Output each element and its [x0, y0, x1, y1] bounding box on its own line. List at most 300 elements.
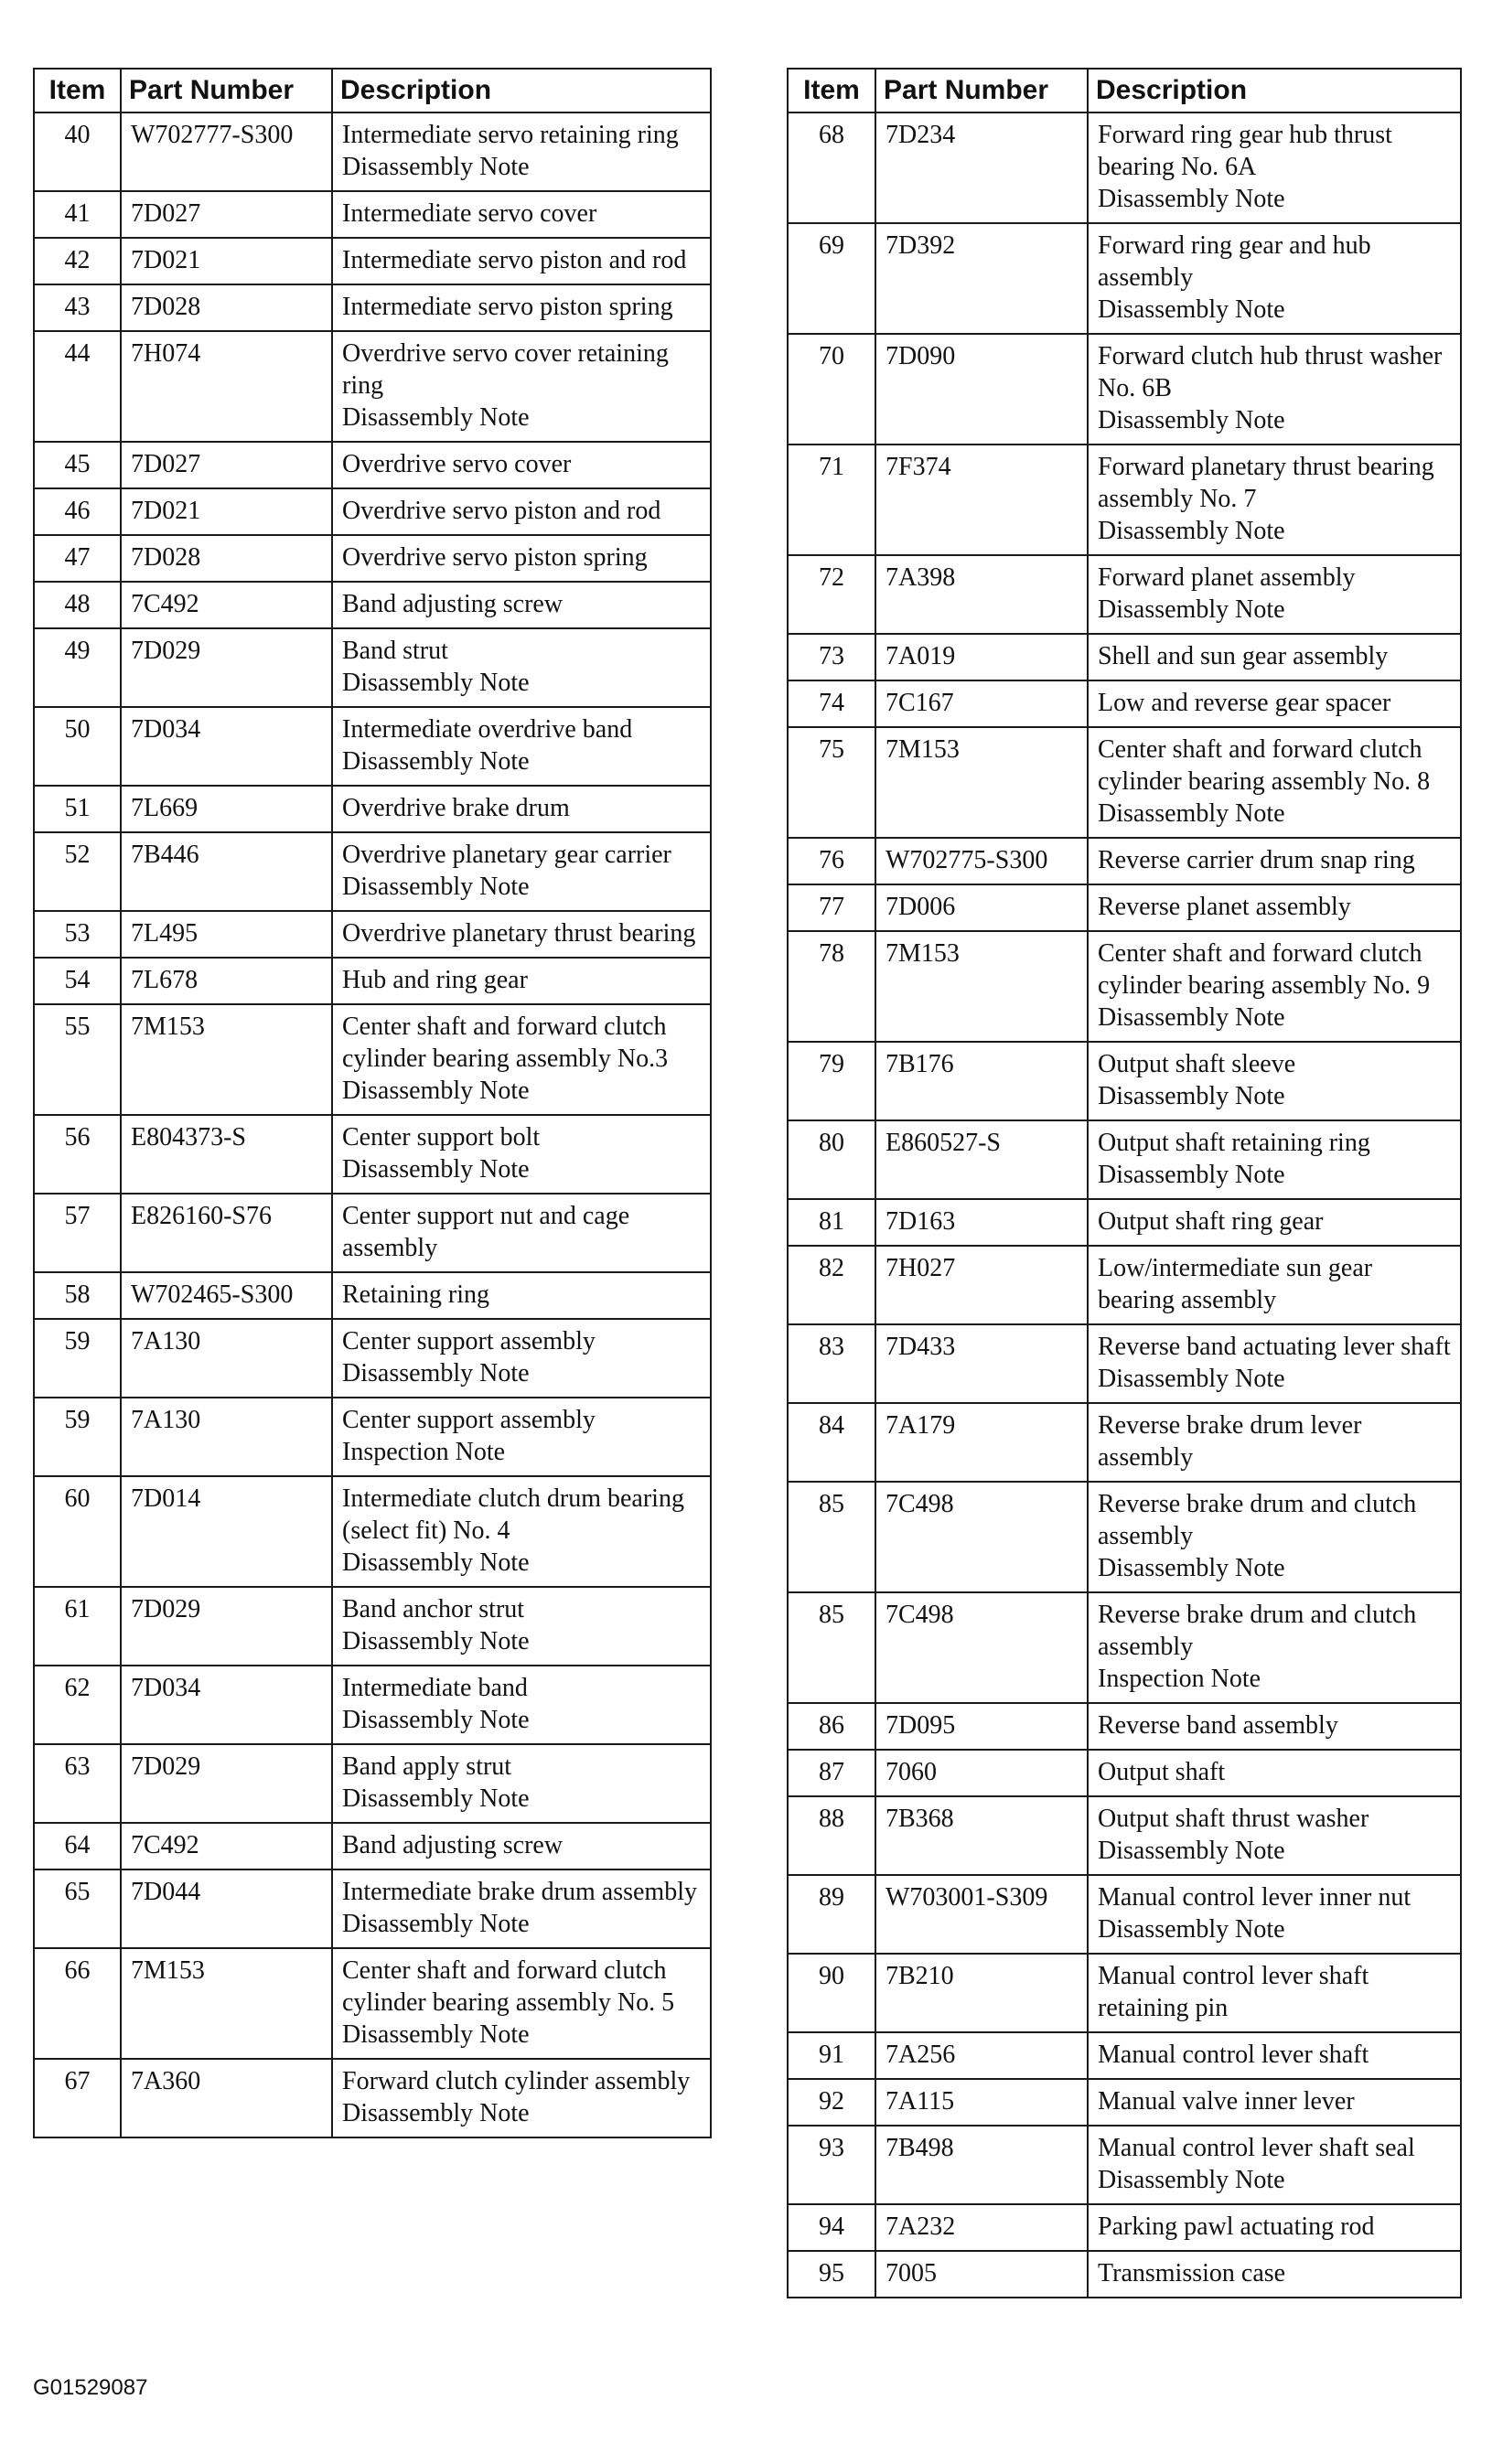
description — [332, 707, 711, 786]
table-row — [788, 1482, 1461, 1592]
header-item: Item — [34, 69, 121, 112]
description — [332, 284, 711, 331]
item-number: 90 — [788, 1954, 875, 2032]
table-row — [788, 884, 1461, 931]
table-row — [34, 1115, 711, 1194]
part-number: 7D021 — [121, 488, 332, 535]
part-number: 7H027 — [875, 1246, 1088, 1324]
description-line: Disassembly Note — [1098, 517, 1285, 545]
description-line: Retaining ring — [342, 1280, 489, 1309]
part-number: 7C498 — [875, 1482, 1088, 1592]
item-number: 74 — [788, 680, 875, 727]
header-part-number: Part Number — [875, 69, 1088, 112]
description-line: Disassembly Note — [1098, 295, 1285, 324]
description-line: Center shaft and forward clutch cylinder bearing assembly No. 9 — [1098, 939, 1431, 1000]
part-number: 7A232 — [875, 2204, 1088, 2251]
part-number: 7B210 — [875, 1954, 1088, 2032]
item-number: 52 — [34, 832, 121, 911]
part-number: 7M153 — [121, 1004, 332, 1115]
description-line: Intermediate brake drum assembly — [342, 1878, 697, 1906]
item-number: 47 — [34, 535, 121, 582]
part-number: 7060 — [875, 1750, 1088, 1796]
part-number: 7A115 — [875, 2079, 1088, 2126]
description-line: Center shaft and forward clutch cylinder bearing assembly No.3 — [342, 1012, 669, 1073]
part-number: E826160-S76 — [121, 1194, 332, 1272]
item-number: 92 — [788, 2079, 875, 2126]
table-row — [34, 707, 711, 786]
part-number: 7D029 — [121, 1587, 332, 1666]
table-row — [788, 1324, 1461, 1403]
table-row — [34, 1398, 711, 1476]
part-number: 7D027 — [121, 191, 332, 238]
description — [1088, 555, 1461, 634]
parts-table-right — [787, 68, 1462, 2298]
item-number: 64 — [34, 1823, 121, 1869]
item-number: 67 — [34, 2059, 121, 2137]
description — [1088, 1120, 1461, 1199]
description-line: Center support bolt — [342, 1123, 541, 1152]
header-description: Description — [332, 69, 711, 112]
item-number: 69 — [788, 223, 875, 334]
item-number: 77 — [788, 884, 875, 931]
item-number: 84 — [788, 1403, 875, 1482]
table-row — [34, 284, 711, 331]
part-number: 7A256 — [875, 2032, 1088, 2079]
description — [1088, 727, 1461, 838]
description — [332, 1476, 711, 1587]
part-number: 7B498 — [875, 2126, 1088, 2204]
item-number: 49 — [34, 628, 121, 707]
part-number: 7B446 — [121, 832, 332, 911]
part-number: 7D021 — [121, 238, 332, 284]
item-number: 46 — [34, 488, 121, 535]
description-line: Disassembly Note — [1098, 1365, 1285, 1393]
description-line: Disassembly Note — [342, 1077, 530, 1105]
description — [332, 488, 711, 535]
item-number: 40 — [34, 112, 121, 191]
description-line: Hub and ring gear — [342, 966, 528, 994]
description — [1088, 2079, 1461, 2126]
item-number: 81 — [788, 1199, 875, 1246]
description — [332, 535, 711, 582]
description-line: Forward planetary thrust bearing assembly No. 7 — [1098, 453, 1434, 513]
description-line: Reverse band actuating lever shaft — [1098, 1333, 1451, 1361]
description — [332, 1587, 711, 1666]
table-row — [34, 1948, 711, 2059]
part-number: 7005 — [875, 2251, 1088, 2298]
part-number: 7F374 — [875, 445, 1088, 555]
item-number: 68 — [788, 112, 875, 223]
item-number: 66 — [34, 1948, 121, 2059]
table-row — [788, 1750, 1461, 1796]
table-row — [34, 628, 711, 707]
part-number: 7D034 — [121, 1666, 332, 1744]
description-line: Overdrive planetary thrust bearing — [342, 919, 696, 948]
description-line: Disassembly Note — [342, 873, 530, 901]
description — [332, 628, 711, 707]
description-line: Disassembly Note — [342, 2099, 530, 2127]
part-number: 7D014 — [121, 1476, 332, 1587]
table-row — [788, 727, 1461, 838]
part-number: E804373-S — [121, 1115, 332, 1194]
description-line: Forward clutch cylinder assembly — [342, 2067, 691, 2095]
table-row — [34, 1666, 711, 1744]
item-number: 71 — [788, 445, 875, 555]
description-line: Overdrive servo piston and rod — [342, 497, 661, 525]
description-line: Output shaft retaining ring — [1098, 1129, 1370, 1157]
description-line: Overdrive servo cover retaining ring — [342, 339, 669, 400]
description-line: Disassembly Note — [342, 1784, 530, 1813]
item-number: 58 — [34, 1272, 121, 1319]
part-number: 7A130 — [121, 1319, 332, 1398]
part-number: 7L678 — [121, 958, 332, 1004]
table-row — [788, 680, 1461, 727]
table-row — [34, 238, 711, 284]
item-number: 61 — [34, 1587, 121, 1666]
description — [332, 1869, 711, 1948]
description-line: Output shaft — [1098, 1758, 1226, 1786]
table-row — [788, 1042, 1461, 1120]
description-line: Output shaft sleeve — [1098, 1050, 1296, 1078]
part-number: 7D392 — [875, 223, 1088, 334]
description-line: Inspection Note — [342, 1438, 506, 1466]
item-number: 65 — [34, 1869, 121, 1948]
item-number: 95 — [788, 2251, 875, 2298]
description — [332, 1115, 711, 1194]
part-number: 7D029 — [121, 628, 332, 707]
description — [332, 911, 711, 958]
description-line: Reverse band assembly — [1098, 1711, 1338, 1740]
description — [332, 331, 711, 442]
header-description: Description — [1088, 69, 1461, 112]
item-number: 72 — [788, 555, 875, 634]
table-row — [788, 2079, 1461, 2126]
description-line: Disassembly Note — [342, 403, 530, 432]
table-row — [34, 1869, 711, 1948]
description — [1088, 680, 1461, 727]
description-line: Intermediate clutch drum bearing (select fit) No. 4 — [342, 1484, 684, 1545]
item-number: 45 — [34, 442, 121, 488]
item-number: 44 — [34, 331, 121, 442]
description-line: Disassembly Note — [1098, 1554, 1285, 1582]
description — [332, 1666, 711, 1744]
part-number: W703001-S309 — [875, 1875, 1088, 1954]
description-line: Reverse brake drum lever assembly — [1098, 1411, 1362, 1472]
description-line: Forward planet assembly — [1098, 563, 1356, 592]
table-body-left — [34, 112, 711, 2137]
table-row — [788, 634, 1461, 680]
table-row — [788, 1199, 1461, 1246]
description-line: Disassembly Note — [342, 1627, 530, 1655]
item-number: 42 — [34, 238, 121, 284]
part-number: 7D034 — [121, 707, 332, 786]
table-row — [788, 2032, 1461, 2079]
description-line: Disassembly Note — [342, 153, 530, 181]
description-line: Forward ring gear and hub assembly — [1098, 231, 1371, 292]
part-number: E860527-S — [875, 1120, 1088, 1199]
part-number: 7A360 — [121, 2059, 332, 2137]
description-line: Disassembly Note — [342, 1910, 530, 1938]
table-row — [34, 1319, 711, 1398]
part-number: 7A130 — [121, 1398, 332, 1476]
table-row — [34, 582, 711, 628]
description-line: Forward ring gear hub thrust bearing No. 6A — [1098, 121, 1392, 181]
description-line: Output shaft thrust washer — [1098, 1805, 1369, 1833]
table-row — [788, 1954, 1461, 2032]
item-number: 75 — [788, 727, 875, 838]
description — [332, 1823, 711, 1869]
table-row — [788, 112, 1461, 223]
table-row — [788, 2251, 1461, 2298]
table-row — [34, 2059, 711, 2137]
description-line: Disassembly Note — [1098, 1161, 1285, 1189]
item-number: 57 — [34, 1194, 121, 1272]
description-line: Center support assembly — [342, 1327, 596, 1355]
description-line: Intermediate servo piston and rod — [342, 246, 687, 274]
part-number: 7M153 — [121, 1948, 332, 2059]
item-number: 43 — [34, 284, 121, 331]
table-row — [788, 555, 1461, 634]
description-line: Disassembly Note — [342, 1155, 530, 1184]
item-number: 85 — [788, 1482, 875, 1592]
description-line: Disassembly Note — [1098, 595, 1285, 624]
item-number: 50 — [34, 707, 121, 786]
item-number: 76 — [788, 838, 875, 884]
item-number: 87 — [788, 1750, 875, 1796]
description — [332, 1398, 711, 1476]
parts-table-left — [33, 68, 712, 2138]
item-number: 48 — [34, 582, 121, 628]
description-line: Reverse brake drum and clutch assembly — [1098, 1490, 1417, 1550]
part-number: 7C167 — [875, 680, 1088, 727]
part-number: 7D044 — [121, 1869, 332, 1948]
table-row — [788, 1246, 1461, 1324]
description-line: Intermediate servo piston spring — [342, 293, 673, 321]
description-line: Disassembly Note — [1098, 2166, 1285, 2194]
description-line: Disassembly Note — [1098, 1837, 1285, 1865]
description — [1088, 223, 1461, 334]
description-line: Disassembly Note — [1098, 406, 1285, 434]
description-line: Low and reverse gear spacer — [1098, 689, 1391, 717]
description-line: Band strut — [342, 637, 448, 665]
part-number: 7D006 — [875, 884, 1088, 931]
item-number: 86 — [788, 1703, 875, 1750]
description — [332, 1948, 711, 2059]
description — [1088, 445, 1461, 555]
description — [1088, 884, 1461, 931]
part-number: W702777-S300 — [121, 112, 332, 191]
header-item: Item — [788, 69, 875, 112]
table-body-right — [788, 112, 1461, 2298]
description-line: Center shaft and forward clutch cylinder bearing assembly No. 8 — [1098, 735, 1431, 796]
description-line: Disassembly Note — [342, 1548, 530, 1577]
description — [332, 2059, 711, 2137]
item-number: 62 — [34, 1666, 121, 1744]
part-number: 7C492 — [121, 1823, 332, 1869]
part-number: 7B176 — [875, 1042, 1088, 1120]
description-line: Intermediate band — [342, 1674, 528, 1702]
description-line: Disassembly Note — [342, 1359, 530, 1387]
description-line: Reverse planet assembly — [1098, 893, 1351, 921]
description — [1088, 2204, 1461, 2251]
description — [1088, 1324, 1461, 1403]
item-number: 70 — [788, 334, 875, 445]
description-line: Band anchor strut — [342, 1595, 525, 1623]
part-number: 7M153 — [875, 727, 1088, 838]
table-row — [788, 838, 1461, 884]
table-row — [788, 1403, 1461, 1482]
table-row — [34, 112, 711, 191]
description — [332, 442, 711, 488]
description — [1088, 1042, 1461, 1120]
description — [332, 1194, 711, 1272]
item-number: 59 — [34, 1398, 121, 1476]
description — [332, 238, 711, 284]
description-line: Overdrive servo piston spring — [342, 543, 648, 572]
part-number: 7L495 — [121, 911, 332, 958]
description — [1088, 112, 1461, 223]
description — [332, 1319, 711, 1398]
description-line: Transmission case — [1098, 2259, 1286, 2287]
part-number: 7H074 — [121, 331, 332, 442]
table-row — [788, 2204, 1461, 2251]
table-row — [788, 1796, 1461, 1875]
table-row — [788, 1120, 1461, 1199]
description — [332, 786, 711, 832]
description — [332, 958, 711, 1004]
description-line: Parking pawl actuating rod — [1098, 2212, 1375, 2241]
description — [1088, 634, 1461, 680]
item-number: 53 — [34, 911, 121, 958]
description-line: Manual control lever shaft retaining pin — [1098, 1962, 1369, 2022]
description-line: Overdrive brake drum — [342, 794, 570, 822]
table-row — [34, 786, 711, 832]
description-line: Intermediate servo cover — [342, 199, 597, 228]
description-line: Manual control lever shaft — [1098, 2041, 1369, 2069]
figure-code: G01529087 — [33, 2375, 148, 2400]
description — [1088, 334, 1461, 445]
description — [1088, 2251, 1461, 2298]
part-number: 7A398 — [875, 555, 1088, 634]
description-line: Intermediate servo retaining ring — [342, 121, 679, 149]
description — [332, 1272, 711, 1319]
description — [1088, 1246, 1461, 1324]
item-number: 63 — [34, 1744, 121, 1823]
item-number: 51 — [34, 786, 121, 832]
table-row — [34, 1004, 711, 1115]
description — [1088, 1592, 1461, 1703]
description — [1088, 1796, 1461, 1875]
description — [1088, 931, 1461, 1042]
item-number: 85 — [788, 1592, 875, 1703]
part-number: 7C498 — [875, 1592, 1088, 1703]
description-line: Disassembly Note — [1098, 799, 1285, 828]
description-line: Intermediate overdrive band — [342, 715, 633, 744]
description — [1088, 1875, 1461, 1954]
item-number: 54 — [34, 958, 121, 1004]
part-number: 7M153 — [875, 931, 1088, 1042]
description-line: Disassembly Note — [342, 2020, 530, 2049]
table-row — [34, 488, 711, 535]
item-number: 55 — [34, 1004, 121, 1115]
description-line: Disassembly Note — [342, 747, 530, 776]
description — [1088, 1199, 1461, 1246]
table-row — [34, 191, 711, 238]
description-line: Disassembly Note — [342, 669, 530, 697]
table-row — [788, 931, 1461, 1042]
description-line: Output shaft ring gear — [1098, 1207, 1324, 1236]
description-line: Disassembly Note — [1098, 185, 1285, 213]
description-line: Disassembly Note — [342, 1706, 530, 1734]
part-number: 7D029 — [121, 1744, 332, 1823]
description-line: Forward clutch hub thrust washer No. 6B — [1098, 342, 1443, 402]
table-row — [34, 1744, 711, 1823]
description-line: Manual valve inner lever — [1098, 2087, 1355, 2116]
description — [1088, 2032, 1461, 2079]
description — [1088, 838, 1461, 884]
description-line: Band adjusting screw — [342, 590, 564, 618]
part-number: 7D095 — [875, 1703, 1088, 1750]
item-number: 83 — [788, 1324, 875, 1403]
part-number: 7L669 — [121, 786, 332, 832]
table-header-row — [34, 69, 711, 112]
table-row — [788, 2126, 1461, 2204]
description-line: Disassembly Note — [1098, 1915, 1285, 1944]
description-line: Band adjusting screw — [342, 1831, 564, 1859]
item-number: 80 — [788, 1120, 875, 1199]
description — [332, 582, 711, 628]
description-line: Overdrive planetary gear carrier — [342, 841, 671, 869]
item-number: 60 — [34, 1476, 121, 1587]
description-line: Overdrive servo cover — [342, 450, 572, 478]
table-row — [34, 1272, 711, 1319]
description-line: Center shaft and forward clutch cylinder bearing assembly No. 5 — [342, 1956, 675, 2017]
part-number: 7D027 — [121, 442, 332, 488]
table-row — [34, 911, 711, 958]
table-row — [34, 832, 711, 911]
table-row — [788, 1875, 1461, 1954]
description-line: Reverse carrier drum snap ring — [1098, 846, 1415, 874]
table-row — [34, 1587, 711, 1666]
description — [332, 112, 711, 191]
part-number: 7A179 — [875, 1403, 1088, 1482]
description — [332, 832, 711, 911]
table-row — [34, 958, 711, 1004]
part-number: 7D028 — [121, 535, 332, 582]
part-number: 7D234 — [875, 112, 1088, 223]
description — [1088, 1750, 1461, 1796]
table-row — [34, 535, 711, 582]
item-number: 73 — [788, 634, 875, 680]
item-number: 59 — [34, 1319, 121, 1398]
part-number: 7C492 — [121, 582, 332, 628]
description — [1088, 1703, 1461, 1750]
table-row — [34, 1476, 711, 1587]
part-number: W702775-S300 — [875, 838, 1088, 884]
table-row — [34, 331, 711, 442]
item-number: 91 — [788, 2032, 875, 2079]
item-number: 93 — [788, 2126, 875, 2204]
item-number: 41 — [34, 191, 121, 238]
description-line: Center support nut and cage assembly — [342, 1202, 630, 1262]
table-row — [788, 1703, 1461, 1750]
table-row — [788, 334, 1461, 445]
part-number: 7A019 — [875, 634, 1088, 680]
description — [332, 1744, 711, 1823]
item-number: 78 — [788, 931, 875, 1042]
part-number: 7D090 — [875, 334, 1088, 445]
part-number: 7D433 — [875, 1324, 1088, 1403]
